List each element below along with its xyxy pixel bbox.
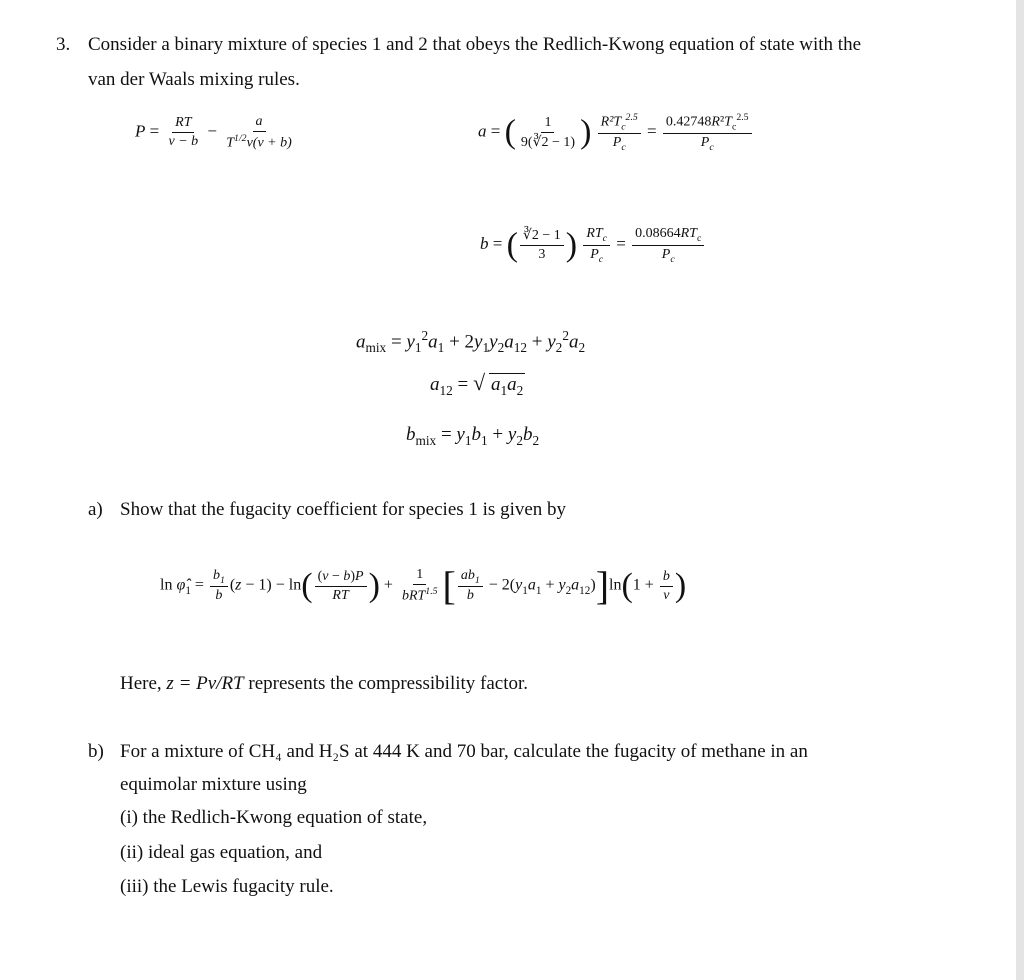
page-edge	[1016, 0, 1024, 980]
fugacity-formula: $\ln \varphî_1$ = $\frac{b_1}{b}$ (z − 1) − ln( $\frac{(v - b)P}{RT}$ ) + $\frac{1}{bRT^{1.5}}$ [ $\frac{ab_1}{b}$ − $2(y_1a_1 + y_2a_{12})]\ln(1$ + $\frac{b}{v}$ )	[160, 563, 687, 608]
b-definition: b = ( $\frac{∛2 - 1}{3}$ ) $\frac{RT_c}{P_c}$ = $\frac{0.08664RT_c}{P_c}$	[480, 226, 706, 265]
a-definition: a = ( $\frac{1}{9(∛2 - 1)}$ ) $\frac{R^2T_c^{2.5}}{P_c}$ = $\frac{0.42748R^2T_c^{2.5}}{P_c}$	[478, 112, 754, 153]
problem-intro-line2: van der Waals mixing rules.	[88, 69, 300, 90]
part-b-label: b)	[88, 741, 104, 762]
problem-intro-line1: Consider a binary mixture of species 1 and 2 that obeys the Redlich-Kwong equation of state with the	[88, 34, 862, 55]
part-b-item-1: (i) the Redlich-Kwong equation of state,	[120, 807, 428, 828]
a12-equation: $a_{12}$ = √ $a_1a_2$	[430, 370, 524, 398]
part-a-text: Show that the fugacity coefficient for species 1 is given by	[120, 499, 567, 520]
compressibility-note: Here, z = Pv/RT represents the compressibility factor.	[120, 673, 529, 694]
part-b-item-3: (iii) the Lewis fugacity rule.	[120, 876, 334, 897]
bmix-equation: $b_{mix} = y_1b_1 + y_2b_2$	[406, 424, 540, 448]
amix-equation: $a_{mix} = y_1^2a_1 + 2y_1y_2a_{12} + y_2^2a_2$	[356, 328, 586, 356]
part-b-line2: equimolar mixture using	[120, 774, 307, 795]
part-a-label: a)	[88, 499, 103, 520]
part-b-item-2: (ii) ideal gas equation, and	[120, 842, 323, 863]
rk-equation: P = $\frac{RT}{v - b}$ − $\frac{a}{T^{1/2}v(v + b)}$	[135, 114, 292, 151]
problem-number: 3.	[56, 34, 71, 55]
part-b-line1: For a mixture of CH₄ and H₂S at 444 K and 70 bar, calculate the fugacity of methane in an	[120, 741, 808, 762]
